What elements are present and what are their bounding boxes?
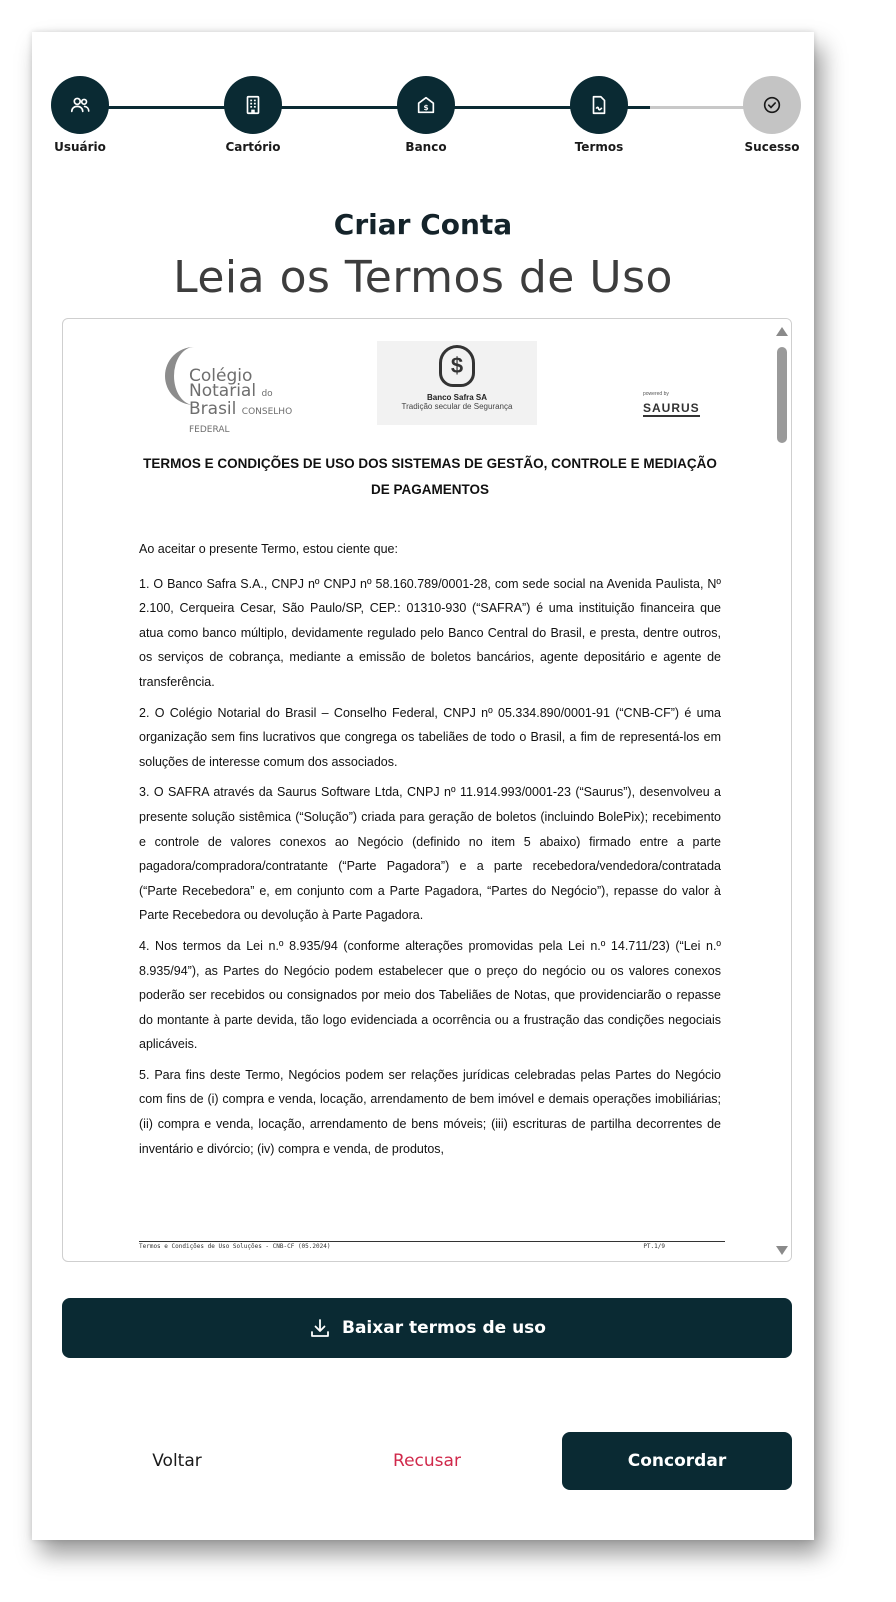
- document-icon: [570, 76, 628, 134]
- step-termos: [549, 76, 649, 154]
- document-logos: [163, 341, 723, 435]
- saurus-logo: powered by SAURUS: [643, 391, 700, 415]
- document-scrollbar[interactable]: [771, 319, 791, 1262]
- download-icon: [308, 1316, 332, 1340]
- step-sucesso: [722, 76, 822, 154]
- scroll-thumb[interactable]: [777, 347, 787, 443]
- document-paragraph: 1. O Banco Safra S.A., CNPJ nº CNPJ nº 58.160.789/0001-28, com sede social na Avenida Paulista, Nº 2.100, Cerqueira Cesar, São Paulo/SP, CEP.: 01310-930 (“SAFRA”) é uma instituição financeira que atua como banco múltiplo, devidamente regulado pelo Banco Central do Brasil, e presta, dentre outros, os serviços de cobrança, mediante a emissão de boletos bancários, agente depositário e agente de transferência.: [139, 576, 721, 689]
- step-banco: [376, 76, 476, 154]
- download-terms-button[interactable]: [62, 1298, 792, 1358]
- users-icon: [51, 76, 109, 134]
- step-label: Sucesso: [744, 140, 800, 154]
- document-paragraph: 5. Para fins deste Termo, Negócios podem ser relações jurídicas celebradas pelas Partes do Negócio com fins de (i) compra e venda, locação, arrendamento de bem imóvel e demais operações imobiliárias; (ii) compra e venda, locação, arrendamento de bens móveis; (iii) escrituras de partilha decorrentes de inventário e divórcio; (iv) compra e venda, de produtos,: [139, 1067, 721, 1156]
- document-body: [139, 537, 721, 1167]
- document-paragraph: 2. O Colégio Notarial do Brasil – Conselho Federal, CNPJ nº 05.334.890/0001-91 (“CNB-CF”) é uma organização sem fins lucrativos que congrega os tabeliães de todo o Brasil, a fim de representá-los em soluções de interesse comum dos associados.: [139, 705, 721, 769]
- document-title: TERMOS E CONDIÇÕES DE USO DOS SISTEMAS DE GESTÃO, CONTROLE E MEDIAÇÃO DE PAGAMENTOS: [143, 456, 717, 497]
- document-paragraph: Ao aceitar o presente Termo, estou ciente que:: [139, 542, 398, 556]
- check-circle-icon: [743, 76, 801, 134]
- bank-icon: [397, 76, 455, 134]
- step-cartorio: [203, 76, 303, 154]
- back-button[interactable]: Voltar: [152, 1451, 202, 1471]
- agree-button[interactable]: Concordar: [562, 1432, 792, 1490]
- svg-text:$: $: [423, 103, 429, 113]
- progress-stepper: [32, 32, 814, 162]
- step-label: Cartório: [225, 140, 281, 154]
- scroll-down-arrow-icon[interactable]: [776, 1246, 788, 1255]
- step-label: Termos: [574, 140, 624, 154]
- step-label: Usuário: [54, 140, 106, 154]
- refuse-button[interactable]: Recusar: [393, 1451, 461, 1471]
- scroll-up-arrow-icon[interactable]: [776, 327, 788, 336]
- cnb-logo: Colégio Notarial do Brasil CONSELHO FEDERAL: [163, 345, 293, 423]
- safra-logo: $ Banco Safra SA Tradição secular de Segurança: [377, 341, 537, 425]
- document-paragraph: 3. O SAFRA através da Saurus Software Ltda, CNPJ nº 11.914.993/0001-23 (“Saurus”), desenvolveu a presente solução sistêmica (“Solução”) criada para geração de boletos (incluindo BolePix); recebimento e controle de valores conexos ao Negócio (definido no item 5 abaixo) firmado entre a parte pagadora/compradora/contratante (“Parte Pagadora”) e a parte recebedora/vendedora/contratada (“Parte Recebedora” e, em conjunto com a Parte Pagadora, “Partes do Negócio”), repasse do valor à Parte Recebedora ou devolução à Parte Pagadora.: [139, 785, 721, 923]
- document-page-footer: Termos e Condições de Uso Soluções - CNB-CF (05.2024) PT.1/9: [139, 1241, 725, 1250]
- step-usuario: [30, 76, 130, 154]
- safra-seal-icon: $: [439, 345, 475, 387]
- terms-document-viewer[interactable]: [62, 318, 792, 1262]
- terms-document-page: [63, 319, 773, 1262]
- signup-card: [32, 32, 814, 1540]
- step-label: Banco: [405, 140, 447, 154]
- page-subtitle: Criar Conta: [333, 208, 513, 241]
- download-button-label: Baixar termos de uso: [342, 1318, 546, 1338]
- document-paragraph: 4. Nos termos da Lei n.º 8.935/94 (conforme alterações promovidas pela Lei n.º 14.711/23) (“Lei n.º 8.935/94”), as Partes do Negócio podem estabelecer que o preço do negócio ou os valores conexos poderão ser recebidos ou consignados por meio dos Tabeliães de Notas, que providenciarão o repasse do montante à parte devida, tão logo evidenciada a ocorrência ou a frustração das condições negociais aplicáveis.: [139, 938, 721, 1052]
- page-title: Leia os Termos de Uso: [173, 252, 673, 303]
- building-icon: [224, 76, 282, 134]
